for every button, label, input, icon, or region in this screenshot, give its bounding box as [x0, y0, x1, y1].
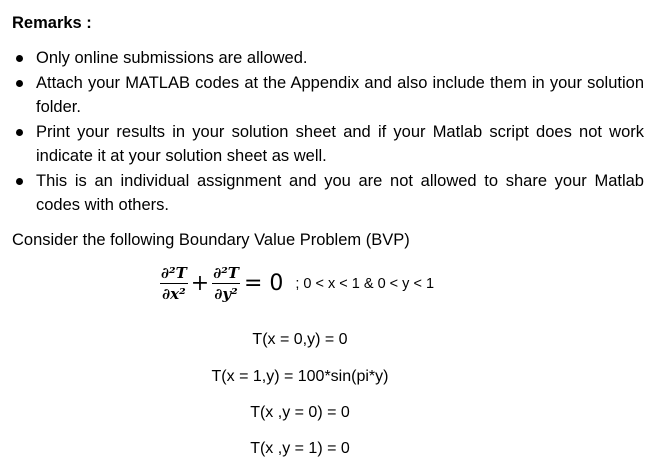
boundary-condition: T(x = 1,y) = 100*sin(pi*y): [211, 368, 389, 385]
remark-item: [14, 71, 644, 120]
fraction-d2t-dy2: [212, 264, 240, 303]
remark-item: [14, 46, 644, 71]
remark-text: Only online submissions are allowed.: [36, 49, 308, 67]
plus-sign: +: [190, 271, 210, 296]
boundary-condition: T(x = 0,y) = 0: [252, 331, 348, 348]
denominator: ∂x²: [162, 285, 186, 303]
boundary-condition: T(x ,y = 0) = 0: [250, 404, 350, 421]
remark-item: [14, 169, 644, 218]
bullet-icon: [16, 178, 23, 185]
remarks-list: [14, 46, 644, 218]
fraction-d2t-dx2: [160, 264, 188, 303]
bullet-icon: [16, 55, 23, 62]
remark-item: [14, 120, 644, 169]
domain-text: ; 0 < x < 1 & 0 < y < 1: [295, 275, 435, 292]
remark-text: This is an individual assignment and you are not allowed to share your Matlab codes with others.: [36, 171, 644, 214]
remarks-heading: Remarks :: [12, 14, 92, 32]
numerator: ∂²T: [161, 264, 187, 282]
boundary-condition: T(x ,y = 1) = 0: [250, 440, 350, 457]
bvp-intro: Consider the following Boundary Value Problem (BVP): [12, 231, 410, 249]
bullet-icon: [16, 129, 23, 136]
bullet-icon: [16, 80, 23, 87]
numerator: ∂²T: [213, 264, 239, 282]
remark-text: Attach your MATLAB codes at the Appendix and also include them in your solution folder.: [36, 73, 644, 116]
remark-text: Print your results in your solution sheet and if your Matlab script does not work indicate it at your solution sheet as well.: [36, 122, 644, 165]
equals-zero: = 0: [243, 271, 284, 296]
pde-equation: [160, 264, 434, 303]
denominator: ∂y²: [214, 285, 238, 303]
